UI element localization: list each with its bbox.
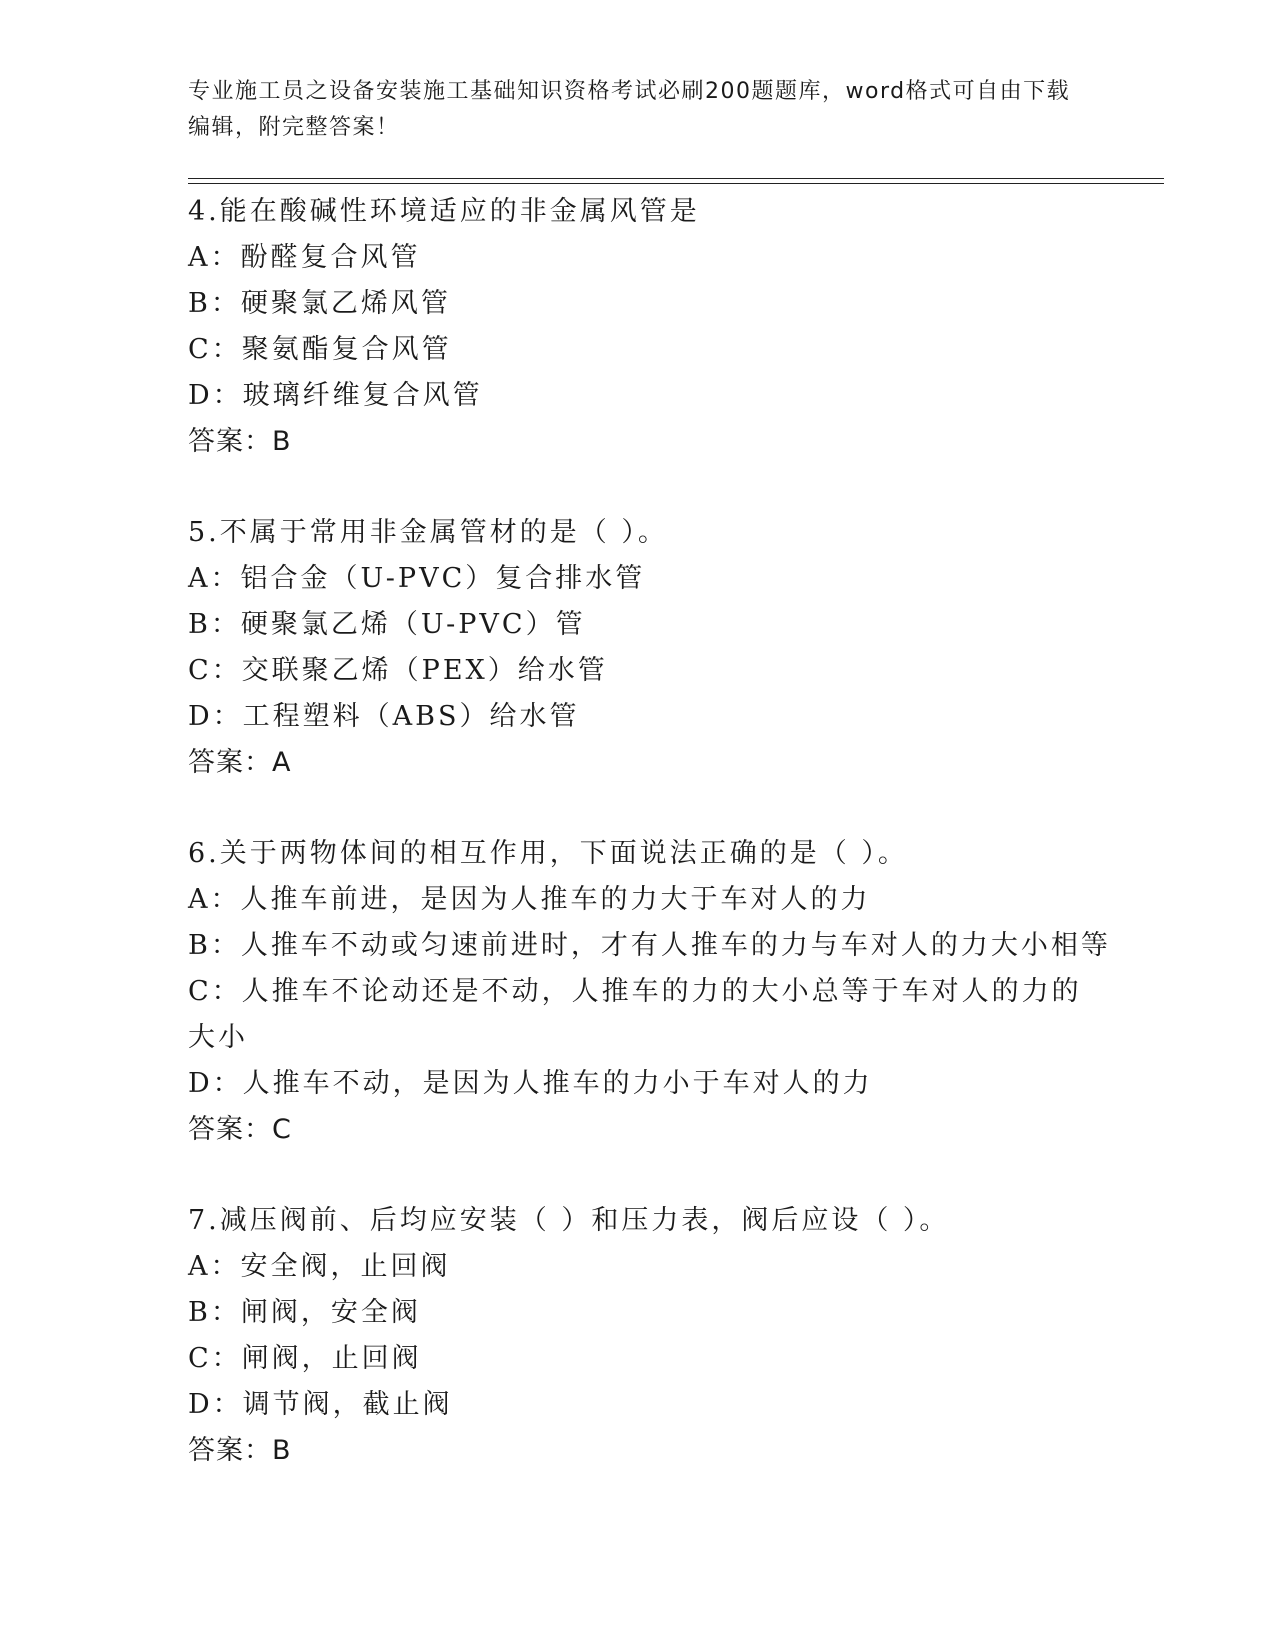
option-b: B：硬聚氯乙烯（U-PVC）管 bbox=[188, 609, 586, 640]
option-d: D：人推车不动，是因为人推车的力小于车对人的力 bbox=[188, 1068, 873, 1099]
option-c: C：闸阀，止回阀 bbox=[188, 1343, 422, 1374]
question-block bbox=[188, 510, 1088, 786]
option-c: C：交联聚乙烯（PEX）给水管 bbox=[188, 655, 608, 686]
option-d: D：调节阀，截止阀 bbox=[188, 1389, 453, 1420]
option-b: B：硬聚氯乙烯风管 bbox=[188, 288, 451, 319]
option-a: A：铝合金（U-PVC）复合排水管 bbox=[188, 563, 646, 594]
header-divider bbox=[188, 178, 1164, 179]
option-d: D：玻璃纤维复合风管 bbox=[188, 380, 483, 411]
option-b: B：闸阀，安全阀 bbox=[188, 1297, 421, 1328]
option-a: A：人推车前进，是因为人推车的力大于车对人的力 bbox=[188, 884, 871, 915]
question-stem: 5.不属于常用非金属管材的是（ ）。 bbox=[188, 517, 668, 548]
document-header: 专业施工员之设备安装施工基础知识资格考试必刷200题题库，word格式可自由下载编辑，附完整答案！ bbox=[188, 79, 1071, 140]
answer-label: 答案：C bbox=[188, 1114, 292, 1145]
question-block bbox=[188, 1198, 1088, 1474]
option-c: C：人推车不论动还是不动，人推车的力的大小总等于车对人的力的大小 bbox=[188, 976, 1082, 1053]
question-stem: 4.能在酸碱性环境适应的非金属风管是 bbox=[188, 196, 700, 227]
option-b: B：人推车不动或匀速前进时，才有人推车的力与车对人的力大小相等 bbox=[188, 930, 1111, 961]
question-block bbox=[188, 831, 1111, 1153]
header-divider-secondary bbox=[188, 183, 1164, 184]
answer-label: 答案：B bbox=[188, 426, 292, 457]
answer-label: 答案：A bbox=[188, 747, 292, 778]
answer-label: 答案：B bbox=[188, 1435, 292, 1466]
option-a: A：安全阀，止回阀 bbox=[188, 1251, 451, 1282]
question-stem: 7.减压阀前、后均应安装（ ）和压力表，阀后应设（ ）。 bbox=[188, 1205, 950, 1236]
question-stem: 6.关于两物体间的相互作用，下面说法正确的是（ ）。 bbox=[188, 838, 908, 869]
option-d: D：工程塑料（ABS）给水管 bbox=[188, 701, 580, 732]
option-c: C：聚氨酯复合风管 bbox=[188, 334, 452, 365]
question-block bbox=[188, 189, 1088, 465]
option-a: A：酚醛复合风管 bbox=[188, 242, 421, 273]
